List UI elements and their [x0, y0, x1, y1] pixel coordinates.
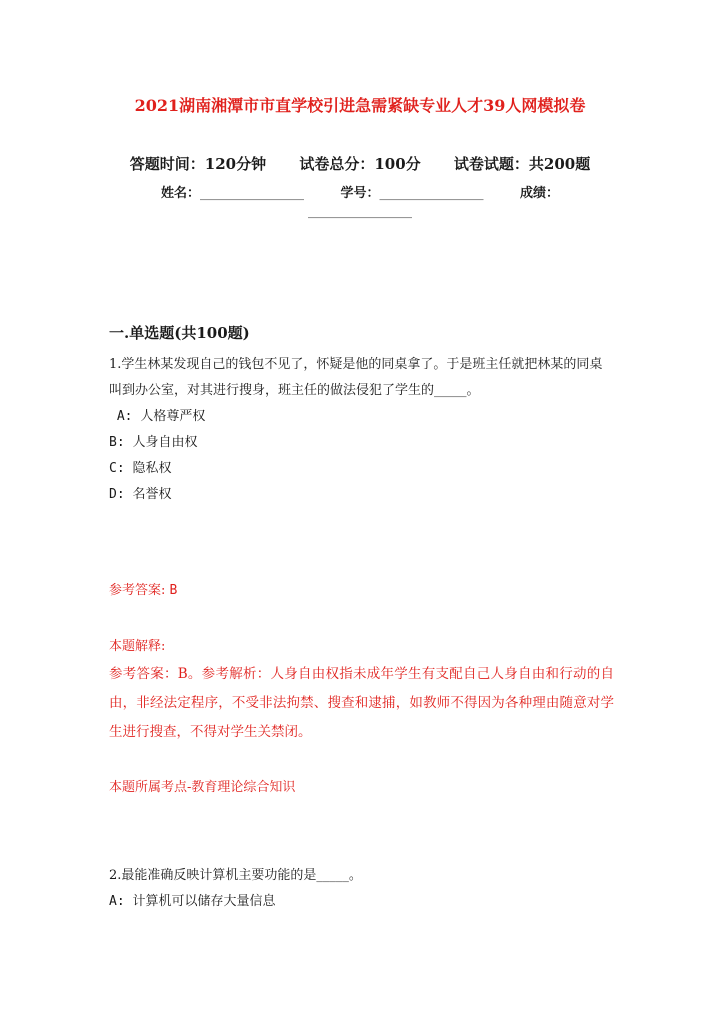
question-1-explain-title: 本题解释: — [109, 639, 166, 654]
option-key: B: — [109, 435, 133, 450]
question-1-answer — [109, 580, 177, 602]
option-text: 计算机可以储存大量信息 — [132, 894, 276, 909]
name-field — [161, 186, 309, 201]
option-key: C: — [109, 461, 133, 476]
question-1 — [109, 352, 614, 508]
score-blank-line — [0, 203, 720, 221]
question-2-stem: 2.最能准确反映计算机主要功能的是_____。 — [109, 868, 362, 883]
question-2-option-a — [109, 889, 614, 915]
question-1-topic: 本题所属考点-教育理论综合知识 — [109, 780, 296, 795]
question-1-explain-body: 参考答案：B。参考解析：人身自由权指未成年学生有支配自己人身自由和行动的自由，非经法定程序，不受非法拘禁、搜查和逮捕，如教师不得因为各种理由随意对学生进行搜查，不得对学生关禁闭。 — [109, 666, 614, 740]
id-blank: ________________ — [379, 186, 484, 201]
score-blank: ________________ — [308, 204, 412, 219]
option-key: D: — [109, 487, 133, 502]
option-key: A: — [109, 894, 133, 909]
exam-question-count: 试卷试题：共200题 — [453, 155, 591, 173]
student-fields — [0, 184, 720, 204]
option-text: 人身自由权 — [132, 435, 198, 450]
id-field — [340, 186, 488, 201]
question-1-stem: 1.学生林某发现自己的钱包不见了，怀疑是他的同桌拿了。于是班主任就把林某的同桌叫到办公室，对其进行搜身，班主任的做法侵犯了学生的_____。 — [109, 357, 603, 398]
question-1-option-b — [109, 430, 614, 456]
answer-label: 参考答案: — [109, 583, 170, 598]
id-label: 学号： — [340, 186, 380, 201]
exam-info — [0, 154, 720, 174]
name-blank: ________________ — [199, 186, 304, 201]
exam-total-score: 试卷总分：100分 — [299, 155, 421, 173]
option-key: A: — [109, 409, 141, 424]
option-text: 人格尊严权 — [140, 409, 206, 424]
option-text: 名誉权 — [132, 487, 172, 502]
question-1-option-a — [109, 404, 614, 430]
question-2 — [109, 863, 614, 915]
question-1-option-d — [109, 482, 614, 508]
page-title: 2021湖南湘潭市市直学校引进急需紧缺专业人才39人网模拟卷 — [134, 96, 586, 115]
answer-value: B — [169, 583, 178, 598]
exam-time: 答题时间：120分钟 — [129, 155, 267, 173]
question-1-option-c — [109, 456, 614, 482]
score-field — [520, 186, 559, 201]
name-label: 姓名： — [160, 186, 200, 201]
score-label: 成绩： — [520, 186, 560, 201]
option-text: 隐私权 — [132, 461, 172, 476]
section-heading: 一.单选题(共100题) — [109, 324, 250, 342]
